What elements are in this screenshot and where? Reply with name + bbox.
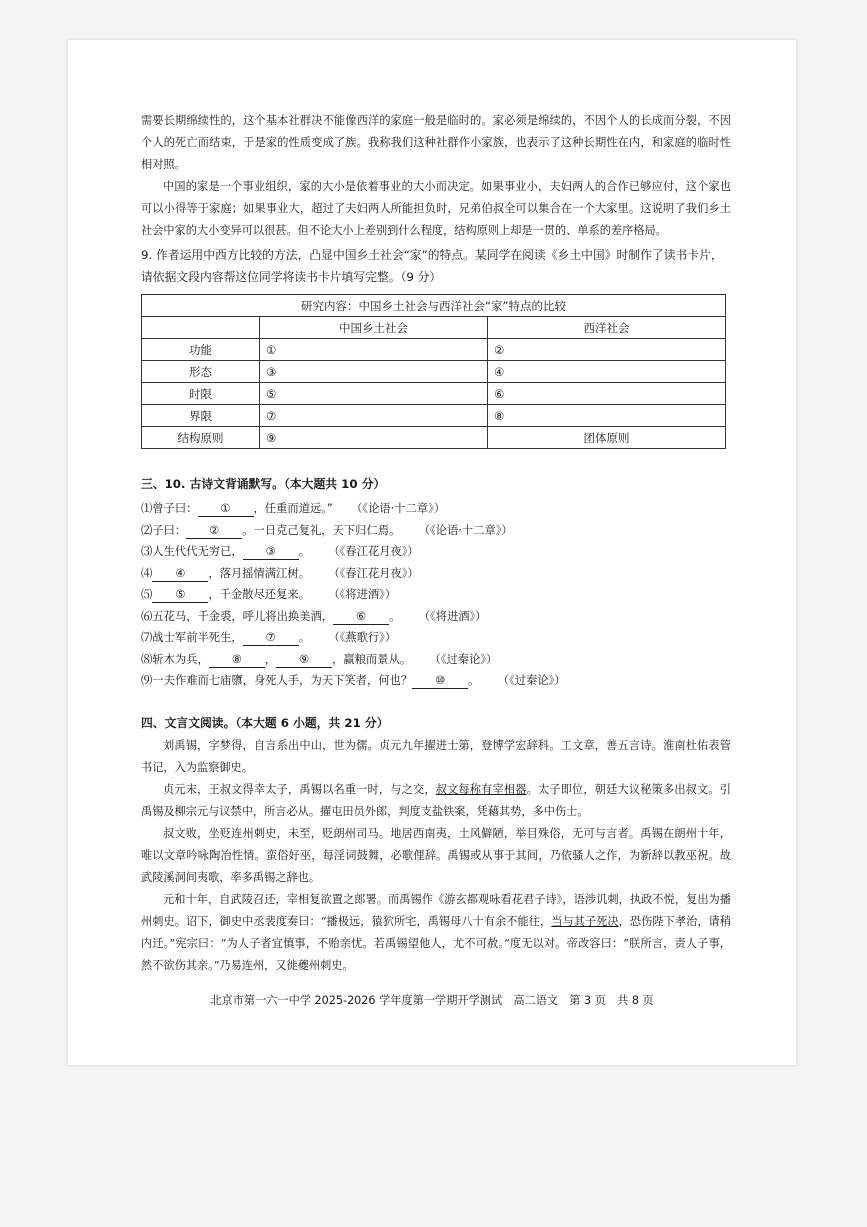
classical-paragraph: 贞元末，王叔文得幸太子，禹锡以名重一时，与之交，叔文每称有宰相器。太子即位，朝廷大议秘策多出叔文。引禹锡及柳宗元与议禁中，所言必从。擢屯田员外郎，判度支盐铁案，凭藉其势，多中伤士。: [141, 782, 731, 818]
fill-blank[interactable]: ⑤: [152, 587, 208, 603]
passage-paragraph: 中国的家是一个事业组织，家的大小是依着事业的大小而决定。如果事业小，夫妇两人的合作已够应付，这个家也可以小得等于家庭；如果事业大，超过了夫妇两人所能担负时，兄弟伯叔全可以集合在一个大家里。这说明了我们乡土社会中家的大小变异可以很甚。但不论大小上差别到什么程度，结构原则上却是一贯的、单系的差序格局。: [141, 180, 731, 237]
answer-cell: 团体原则: [488, 427, 726, 449]
table-header-cell: 中国乡土社会: [260, 317, 488, 339]
table-row: [142, 405, 726, 427]
fill-blank[interactable]: ⑩: [412, 673, 468, 689]
row-label: 形态: [142, 361, 260, 383]
table-row: [142, 427, 726, 449]
source-citation: （《过秦论》）: [503, 674, 566, 687]
recitation-line: ⑺战士军前半死生， ⑦ 。 （《燕歌行》）: [141, 631, 397, 644]
recitation-line: ⑵子曰： ② 。一日克己复礼，天下归仁焉。 （《论语·十二章》）: [141, 523, 513, 537]
row-label: 时限: [142, 383, 260, 405]
recitation-line: ⑼一夫作难而七庙隳，身死人手，为天下笑者，何也？ ⑩ 。 （《过秦论》）: [141, 674, 566, 687]
table-row: [142, 361, 726, 383]
answer-cell[interactable]: ⑤: [260, 383, 488, 405]
reading-card-table: [141, 294, 726, 449]
recitation-line: ⑻斩木为兵， ⑧ ， ⑨ ，赢粮而景从。 （《过秦论》）: [141, 652, 498, 666]
passage-paragraph: 需要长期绵续性的，这个基本社群决不能像西洋的家庭一般是临时的。家必须是绵续的，不因个人的长成而分裂，不因个人的死亡而结束，于是家的性质变成了族。我称我们这种社群作小家族，也表示了这种长期性在内，和家庭的临时性相对照。: [141, 114, 731, 171]
question-9: 9. 作者运用中西方比较的方法，凸显中国乡土社会“家”的特点。某同学在阅读《乡土中国》时制作了读书卡片，请依据文段内容帮这位同学将读书卡片填写完整。（9 分）: [141, 248, 723, 284]
source-citation: （《过秦论》）: [435, 652, 498, 666]
source-citation: （《春江花月夜》）: [334, 545, 419, 558]
row-label: 结构原则: [142, 427, 260, 449]
underlined-sentence: 当与其子死决: [551, 914, 619, 928]
table-title: 研究内容：中国乡土社会与西洋社会“家”特点的比较: [142, 295, 726, 317]
classical-paragraph: 叔文败，坐贬连州刺史，未至，贬朗州司马。地居西南夷，土风僻陋，举目殊俗，无可与言者。禹锡在朗州十年，唯以文章吟咏陶冶性情。蛮俗好巫，每淫词鼓舞，必歌俚辞。禹锡或从事于其间，乃依骚人之作，为新辞以教巫祝。故武陵溪洞间夷歌，率多禹锡之辞也。: [141, 826, 731, 884]
fill-blank[interactable]: ⑦: [243, 630, 299, 646]
answer-cell[interactable]: ④: [488, 361, 726, 383]
table-header-cell: [142, 317, 260, 339]
row-label: 界限: [142, 405, 260, 427]
source-citation: （《燕歌行》）: [334, 631, 397, 644]
answer-cell[interactable]: ①: [260, 339, 488, 361]
recitation-line: ⑸ ⑤ ，千金散尽还复来。 （《将进酒》）: [141, 588, 397, 601]
classical-paragraph: 刘禹锡，字梦得，自言系出中山，世为儒。贞元九年擢进士第，登博学宏辞科。工文章，善五言诗。淮南杜佑表管书记，入为监察御史。: [141, 738, 731, 774]
recitation-line: ⑹五花马，千金裘，呼儿将出换美酒， ⑥ 。 （《将进酒》）: [141, 609, 487, 623]
source-citation: （《论语·十二章》）: [356, 502, 446, 515]
fill-blank[interactable]: ②: [186, 523, 242, 539]
section-3-title: 三、10. 古诗文背诵默写。（本大题共 10 分）: [141, 477, 386, 491]
answer-cell[interactable]: ⑦: [260, 405, 488, 427]
fill-blank[interactable]: ⑨: [276, 652, 332, 668]
answer-cell[interactable]: ②: [488, 339, 726, 361]
table-header-row: [142, 317, 726, 339]
answer-cell[interactable]: ⑧: [488, 405, 726, 427]
row-label: 功能: [142, 339, 260, 361]
classical-paragraph: 元和十年，自武陵召还，宰相复欲置之郎署。而禹锡作《游玄都观咏看花君子诗》，语涉讥刺，执政不悦，复出为播州刺史。诏下，御史中丞裴度奏曰：“播极远，猿狖所宅，禹锡母八十有余不能往，当与其子死决，恐伤陛下孝治，请稍内迁。”宪宗曰：“为人子者宜慎事，不贻亲忧。若禹锡望他人，尤不可赦。”度无以对。帝改容曰：“朕所言，责人子事，然不欲伤其亲。”乃易连州，又徙夔州刺史。: [141, 892, 731, 972]
recitation-list: [141, 498, 731, 692]
recitation-line: ⑴曾子曰： ① ，任重而道远。” （《论语·十二章》）: [141, 502, 446, 515]
table-row: [142, 339, 726, 361]
answer-cell[interactable]: ③: [260, 361, 488, 383]
fill-blank[interactable]: ④: [152, 566, 208, 582]
table-header-cell: 西洋社会: [488, 317, 726, 339]
page-footer: 北京市第一六一中学 2025-2026 学年度第一学期开学测试 高二语文 第 3 页 共 8 页: [210, 994, 654, 1007]
section-4-title: 四、文言文阅读。（本大题 6 小题，共 21 分）: [141, 715, 389, 730]
fill-blank[interactable]: ③: [243, 544, 299, 560]
answer-cell[interactable]: ⑥: [488, 383, 726, 405]
underlined-sentence: 叔文每称有宰相器: [435, 782, 527, 796]
source-citation: （《将进酒》）: [424, 609, 487, 623]
source-citation: （《论语·十二章》）: [424, 523, 513, 537]
page-content: [141, 110, 731, 977]
recitation-line: ⑷ ④ ，落月摇情满江树。 （《春江花月夜》）: [141, 566, 419, 580]
table-row: [142, 383, 726, 405]
source-citation: （《春江花月夜》）: [334, 566, 419, 580]
fill-blank[interactable]: ①: [198, 501, 254, 517]
answer-cell[interactable]: ⑨: [260, 427, 488, 449]
source-citation: （《将进酒》）: [334, 588, 397, 601]
exam-page: [68, 40, 796, 1065]
fill-blank[interactable]: ⑧: [209, 652, 265, 668]
recitation-line: ⑶人生代代无穷已， ③ 。 （《春江花月夜》）: [141, 545, 419, 558]
fill-blank[interactable]: ⑥: [333, 609, 389, 625]
